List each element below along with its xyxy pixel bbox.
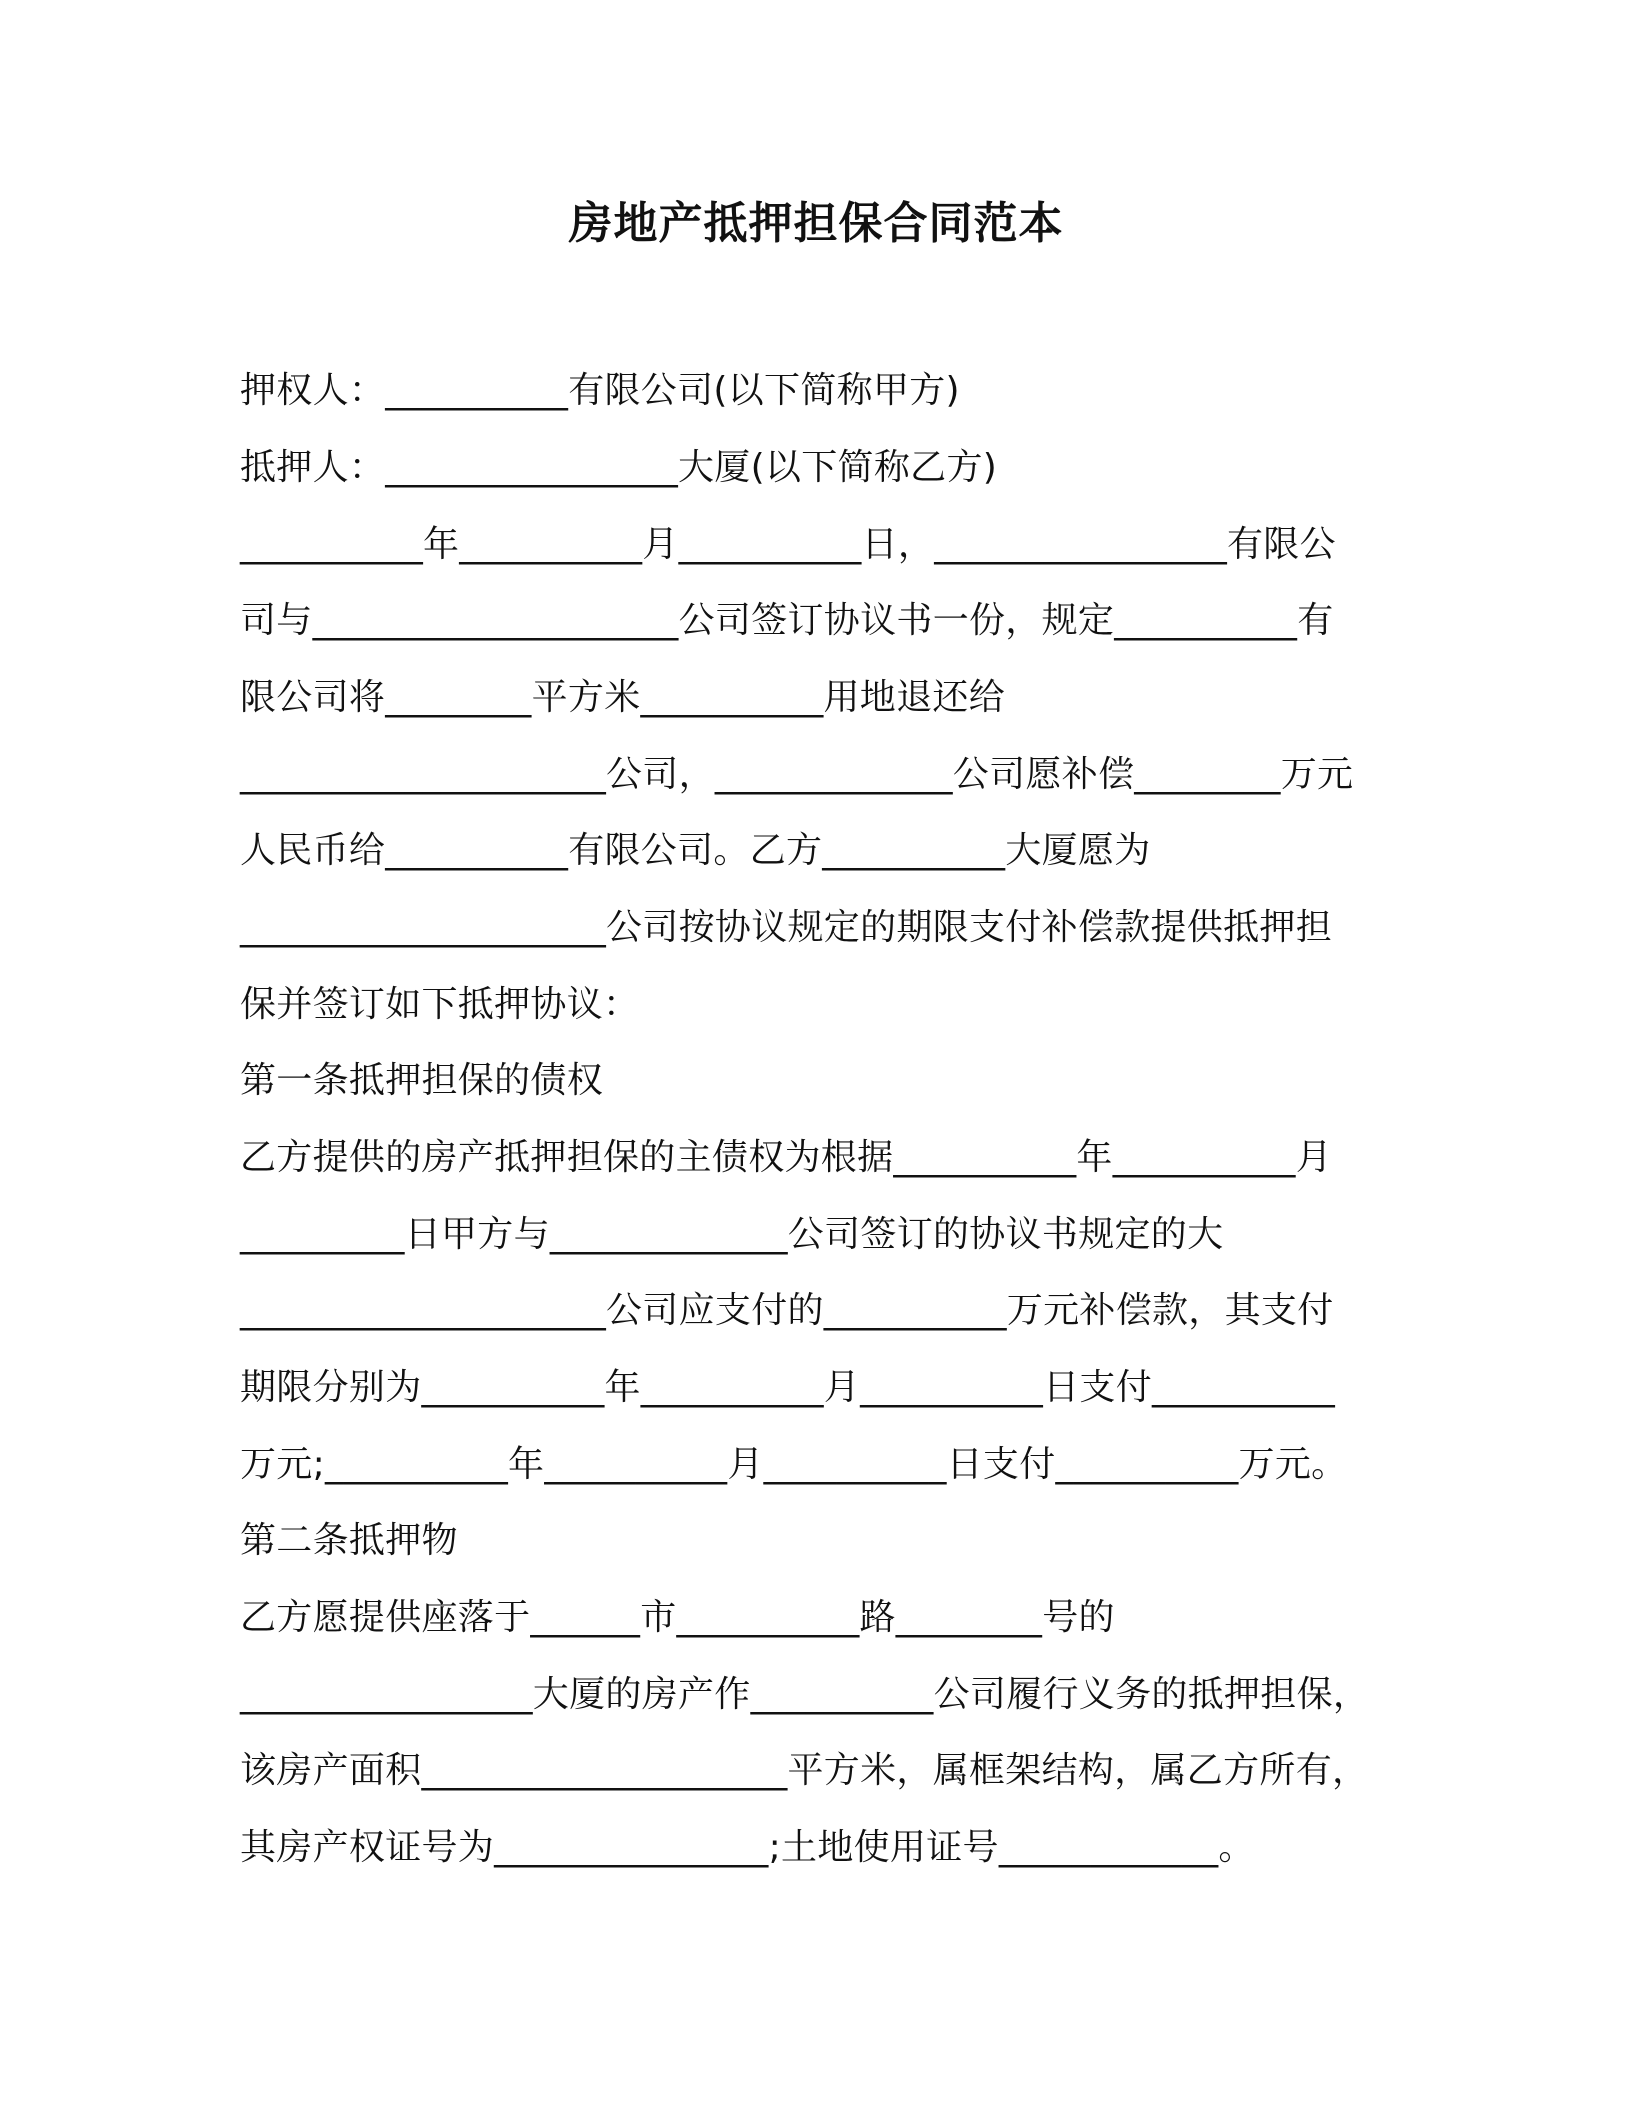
- paragraph-line: 乙方愿提供座落于______市__________路________号的: [240, 1597, 1115, 1638]
- paragraph-line: 期限分别为__________年__________月__________日支付__________: [240, 1367, 1335, 1408]
- line-mortgagor: 抵押人：________________大厦(以下简称乙方): [240, 447, 998, 488]
- paragraph-line: ____________________公司应支付的__________万元补偿款，其支付: [240, 1290, 1334, 1331]
- paragraph-line: __________年__________月__________日，________________有限公: [240, 524, 1336, 565]
- paragraph-line: _________日甲方与_____________公司签订的协议书规定的大: [240, 1214, 1224, 1255]
- document-title: 房地产抵押担保合同范本: [568, 198, 1064, 249]
- paragraph-line: 该房产面积____________________平方米，属框架结构，属乙方所有，: [240, 1750, 1369, 1791]
- paragraph-line: 乙方提供的房产抵押担保的主债权为根据__________年__________月: [240, 1137, 1332, 1178]
- paragraph-line: ________________大厦的房产作__________公司履行义务的抵押担保，: [240, 1674, 1370, 1715]
- paragraph-line: ____________________公司，_____________公司愿补偿________万元: [240, 754, 1354, 795]
- paragraph-line: 限公司将________平方米__________用地退还给: [240, 677, 1005, 718]
- line-mortgagee: 押权人：__________有限公司(以下简称甲方): [240, 370, 960, 411]
- article-heading-1: 第一条抵押担保的债权: [240, 1060, 604, 1101]
- paragraph-line: 保并签订如下抵押协议：: [240, 984, 640, 1025]
- paragraph-line: 其房产权证号为_______________;土地使用证号____________。: [240, 1827, 1255, 1868]
- paragraph-line: 人民币给__________有限公司。乙方__________大厦愿为: [240, 830, 1151, 871]
- paragraph-line: 司与____________________公司签订协议书一份，规定__________有: [240, 600, 1334, 641]
- paragraph-line: 万元;__________年__________月__________日支付__________万元。: [240, 1444, 1348, 1485]
- article-heading-2: 第二条抵押物: [240, 1520, 458, 1561]
- paragraph-line: ____________________公司按协议规定的期限支付补偿款提供抵押担: [240, 907, 1332, 948]
